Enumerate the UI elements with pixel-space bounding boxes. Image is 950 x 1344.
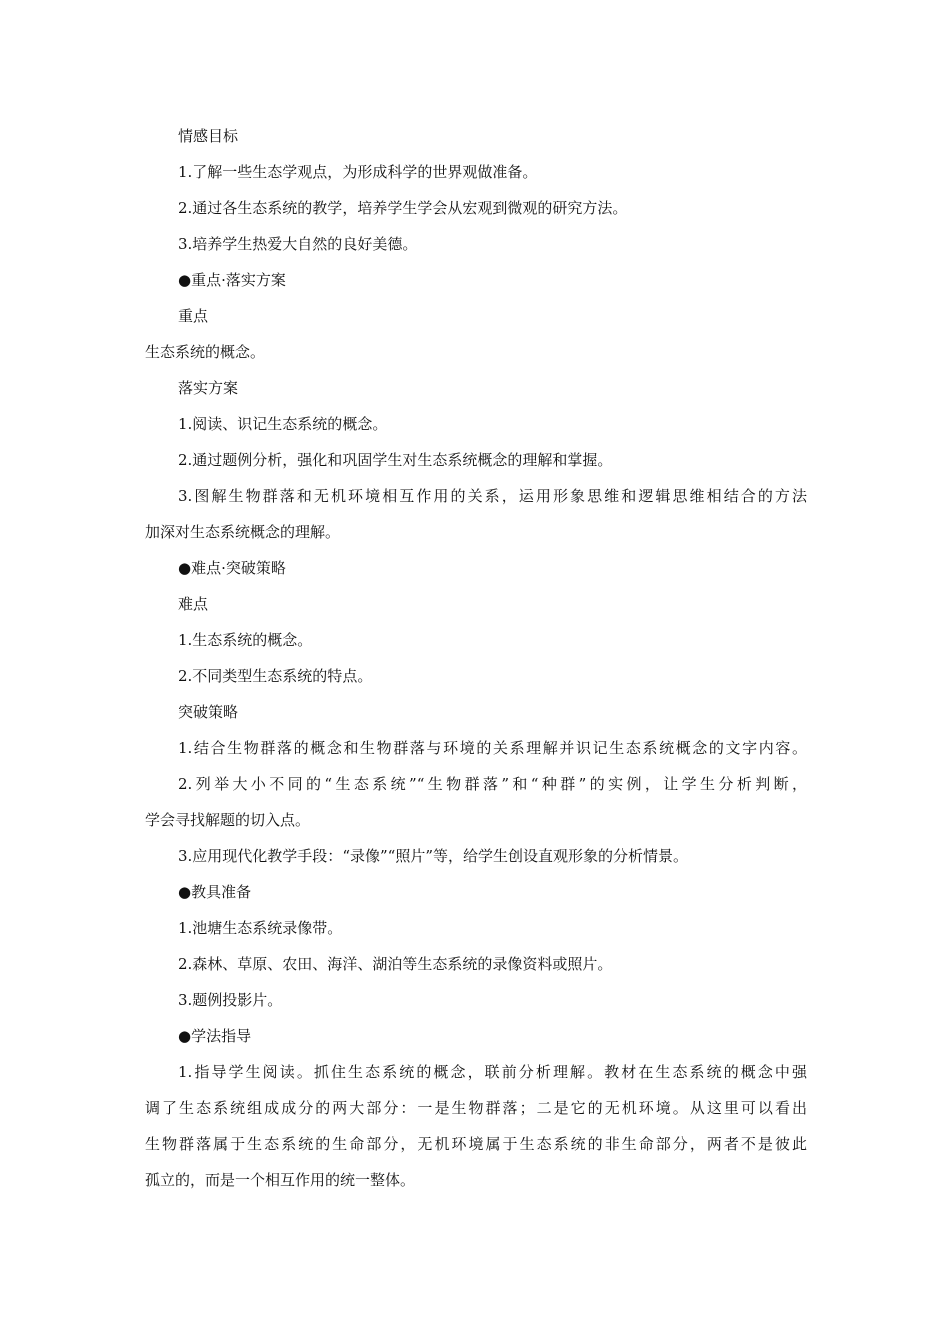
document-body bbox=[145, 118, 807, 1198]
paragraph: 2.通过各生态系统的教学，培养学生学会从宏观到微观的研究方法。 bbox=[178, 199, 628, 217]
paragraph: 3.题例投影片。 bbox=[178, 991, 283, 1009]
paragraph-continuation: 调了生态系统组成成分的两大部分：一是生物群落；二是它的无机环境。从这里可以看出 bbox=[145, 1099, 807, 1117]
paragraph: 1.生态系统的概念。 bbox=[178, 631, 313, 649]
heading-emotional-goals: 情感目标 bbox=[178, 127, 239, 145]
paragraph-continuation: 学会寻找解题的切入点。 bbox=[145, 811, 311, 829]
paragraph-continuation: 孤立的，而是一个相互作用的统一整体。 bbox=[145, 1171, 416, 1189]
section-heading-teaching-aids: ●教具准备 bbox=[178, 883, 252, 901]
paragraph: 3.应用现代化教学手段：“录像”“照片”等，给学生创设直观形象的分析情景。 bbox=[178, 847, 688, 865]
paragraph: 2.不同类型生态系统的特点。 bbox=[178, 667, 373, 685]
paragraph-continuation: 生物群落属于生态系统的生命部分，无机环境属于生态系统的非生命部分，两者不是彼此 bbox=[145, 1135, 807, 1153]
paragraph: 2.列举大小不同的“生态系统”“生物群落”和“种群”的实例，让学生分析判断， bbox=[178, 775, 807, 793]
subheading-strategy: 突破策略 bbox=[178, 703, 239, 721]
subheading-implementation: 落实方案 bbox=[178, 379, 239, 397]
paragraph: 1.阅读、识记生态系统的概念。 bbox=[178, 415, 388, 433]
paragraph: 2.森林、草原、农田、海洋、湖泊等生态系统的录像资料或照片。 bbox=[178, 955, 613, 973]
paragraph: 3.图解生物群落和无机环境相互作用的关系，运用形象思维和逻辑思维相结合的方法 bbox=[178, 487, 807, 505]
paragraph-continuation: 加深对生态系统概念的理解。 bbox=[145, 523, 341, 541]
paragraph: 1.结合生物群落的概念和生物群落与环境的关系理解并识记生态系统概念的文字内容。 bbox=[178, 739, 807, 757]
paragraph: 2.通过题例分析，强化和巩固学生对生态系统概念的理解和掌握。 bbox=[178, 451, 613, 469]
paragraph: 1.指导学生阅读。抓住生态系统的概念，联前分析理解。教材在生态系统的概念中强 bbox=[178, 1063, 807, 1081]
subheading-key-point: 重点 bbox=[178, 307, 209, 325]
section-heading-key-points: ●重点·落实方案 bbox=[178, 271, 286, 289]
paragraph: 1.了解一些生态学观点，为形成科学的世界观做准备。 bbox=[178, 163, 538, 181]
subheading-difficulty: 难点 bbox=[178, 595, 209, 613]
section-heading-study-guide: ●学法指导 bbox=[178, 1027, 252, 1045]
section-heading-difficulties: ●难点·突破策略 bbox=[178, 559, 286, 577]
paragraph: 1.池塘生态系统录像带。 bbox=[178, 919, 343, 937]
paragraph: 生态系统的概念。 bbox=[145, 343, 266, 361]
paragraph: 3.培养学生热爱大自然的良好美德。 bbox=[178, 235, 418, 253]
